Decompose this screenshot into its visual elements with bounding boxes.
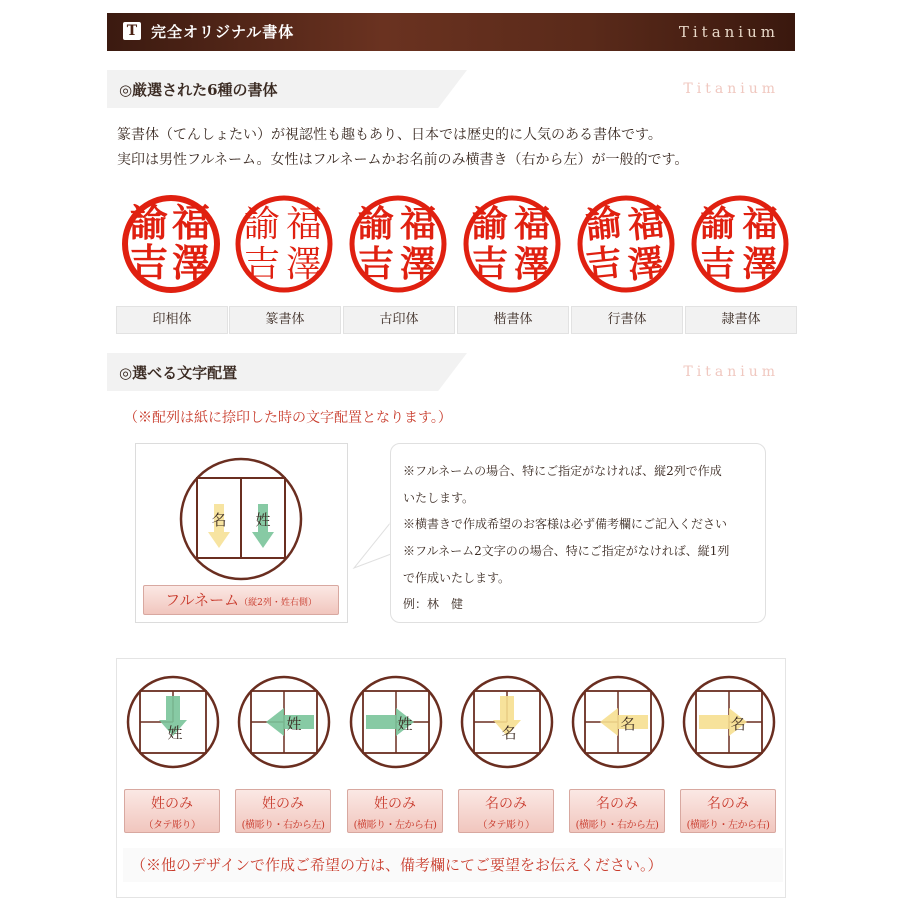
font-label: 篆書体 [229, 306, 341, 334]
stamp-char: 吉 [129, 240, 169, 285]
stamp-char: 福 [742, 204, 778, 245]
stamp-char: 諭 [243, 204, 281, 245]
stamp-char: 諭 [129, 200, 169, 245]
font-label: 古印体 [343, 306, 455, 334]
stamp-4 [462, 194, 562, 294]
option-char: 名 [620, 715, 636, 733]
fullname-button-label: フルネーム [165, 591, 240, 609]
fullname-button-sub: （縦2列・姓右側） [239, 598, 317, 608]
option-title: 名のみ [485, 796, 527, 812]
bubble-line: ※フルネームの場合、特にご指定がなければ、縦2列で作成 [403, 464, 722, 478]
stamp-5 [576, 194, 676, 294]
stamp-char: 福 [399, 203, 437, 245]
stamp-char: 諭 [471, 203, 509, 245]
option-char: 姓 [397, 715, 413, 733]
stamp-char: 吉 [583, 241, 625, 287]
section-heading-fonts [107, 70, 795, 108]
brand-badge-icon: T [123, 22, 141, 40]
option-subtitle: (横彫り・左から右) [353, 820, 437, 831]
option-title: 名のみ [596, 796, 638, 812]
section-brand: Titanium [683, 364, 779, 380]
bubble-line: ※横書きで作成希望のお客様は必ず備考欄にご記入ください [403, 517, 728, 531]
stamp-6 [690, 194, 790, 294]
bubble-line: で作成いたします。 [403, 571, 511, 585]
stamp-char: 澤 [513, 243, 551, 285]
option-subtitle: (横彫り・左から右) [686, 820, 770, 831]
stamp-char: 吉 [471, 243, 509, 285]
option-button-6[interactable] [680, 789, 776, 833]
stamp-char: 福 [171, 200, 211, 245]
section-title: ◎選べる文字配置 [119, 364, 238, 382]
font-label: 楷書体 [457, 306, 569, 334]
intro-line-2: 実印は男性フルネーム。女性はフルネームかお名前のみ横書き（右から左）が一般的です。 [117, 152, 689, 168]
stamp-char: 吉 [700, 244, 736, 285]
option-char: 名 [501, 724, 517, 742]
bubble-line: いたします。 [403, 491, 475, 505]
header-banner [107, 13, 795, 51]
stamp-char: 福 [513, 203, 551, 245]
sei-char: 姓 [255, 511, 271, 529]
option-title: 姓のみ [374, 796, 416, 812]
font-label: 隷書体 [685, 306, 797, 334]
font-label: 印相体 [116, 306, 228, 334]
fullname-button[interactable] [143, 585, 339, 615]
option-subtitle: （タテ彫り） [477, 820, 535, 831]
option-char: 姓 [286, 715, 302, 733]
option-button-1[interactable] [124, 789, 220, 833]
stamp-char: 諭 [583, 201, 625, 247]
stamp-char: 諭 [700, 204, 736, 245]
stamp-char: 福 [625, 201, 667, 247]
header-brand: Titanium [678, 23, 779, 41]
option-subtitle: (横彫り・右から左) [241, 820, 325, 831]
option-title: 姓のみ [262, 796, 304, 812]
stamp-char: 澤 [625, 241, 667, 287]
option-char: 名 [730, 715, 746, 733]
font-label: 行書体 [571, 306, 683, 334]
option-button-4[interactable] [458, 789, 554, 833]
option-button-5[interactable] [569, 789, 665, 833]
stamp-char: 澤 [171, 240, 211, 285]
stamp-2 [234, 194, 334, 294]
header-title: 完全オリジナル書体 [151, 23, 295, 41]
stamp-3 [348, 194, 448, 294]
option-diagram-4 [459, 674, 555, 770]
layout-note: （※配列は紙に捺印した時の文字配置となります。） [124, 410, 452, 426]
intro-line-1: 篆書体（てんしょたい）が視認性も趣もあり、日本では歴史的に人気のある書体です。 [117, 127, 662, 143]
option-char: 姓 [167, 724, 183, 742]
section-brand: Titanium [683, 81, 779, 97]
stamp-char: 吉 [243, 244, 281, 285]
stamp-char: 澤 [285, 244, 323, 285]
option-diagram-5 [570, 674, 666, 770]
mei-char: 名 [211, 511, 227, 529]
stamp-char: 澤 [742, 244, 778, 285]
option-button-2[interactable] [235, 789, 331, 833]
option-subtitle: （タテ彫り） [143, 820, 201, 831]
option-diagram-1 [125, 674, 221, 770]
option-diagram-3 [348, 674, 444, 770]
option-title: 姓のみ [151, 796, 193, 812]
fullname-layout-diagram [178, 456, 304, 582]
stamp-char: 吉 [357, 243, 395, 285]
bubble-line: 例：林 健 [403, 597, 464, 611]
stamp-char: 福 [285, 204, 323, 245]
option-title: 名のみ [707, 796, 749, 812]
bubble-line: ※フルネーム2文字のの場合、特にご指定がなければ、縦1列 [403, 544, 730, 558]
stamp-char: 澤 [399, 243, 437, 285]
stamp-1 [121, 194, 221, 294]
bubble-pointer [352, 520, 392, 580]
option-diagram-2 [236, 674, 332, 770]
section-heading-layout [107, 353, 795, 391]
stamp-char: 諭 [357, 203, 395, 245]
footer-note: （※他のデザインで作成ご希望の方は、備考欄にてご要望をお伝えください。） [123, 848, 783, 882]
option-button-3[interactable] [347, 789, 443, 833]
section-title: ◎厳選された6種の書体 [119, 81, 278, 99]
option-subtitle: (横彫り・右から左) [575, 820, 659, 831]
option-diagram-6 [681, 674, 777, 770]
